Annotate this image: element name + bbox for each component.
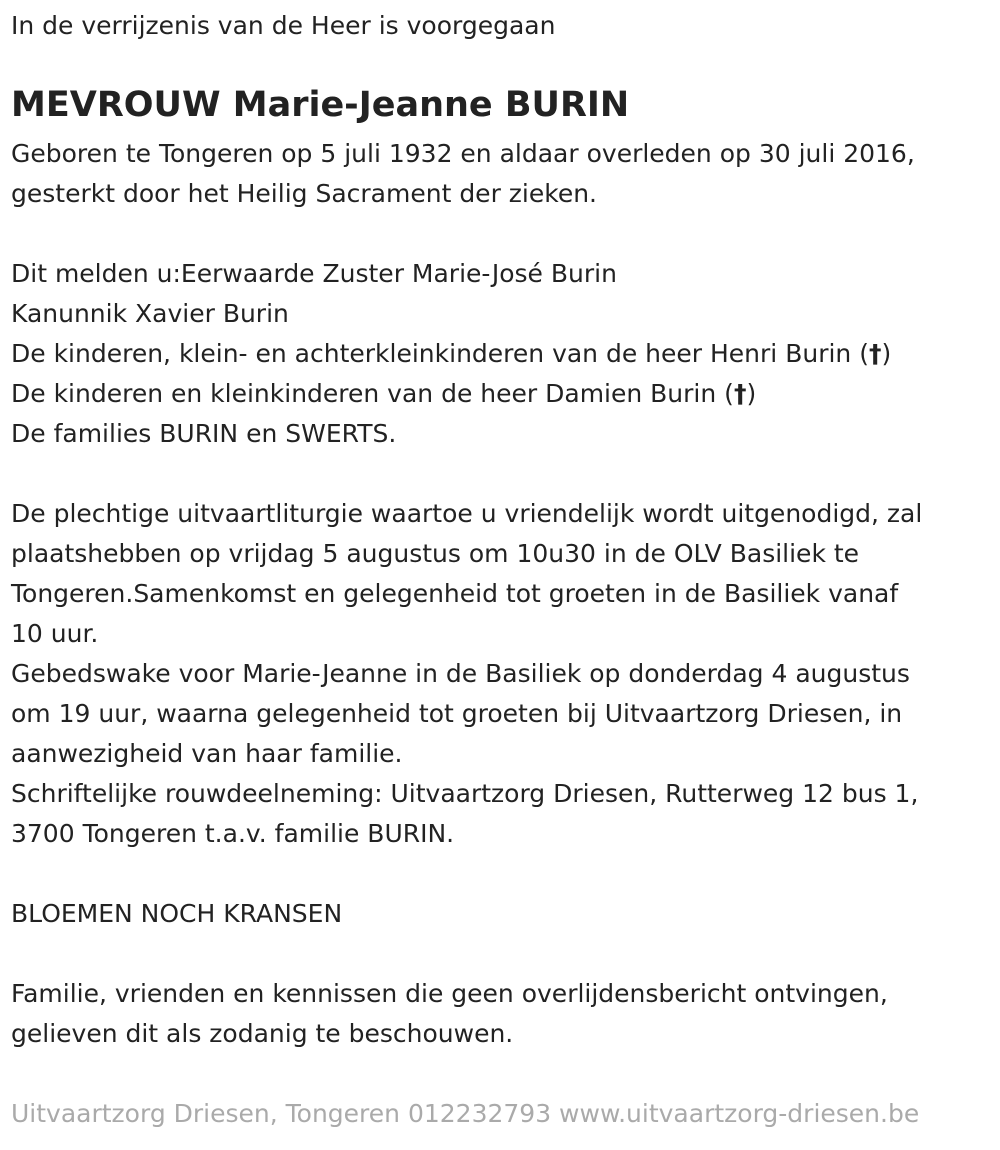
ceremony-line: plaatshebben op vrijdag 5 augustus om 10u30 in de OLV Basiliek te: [11, 539, 860, 568]
flowers-notice: BLOEMEN NOCH KRANSEN: [11, 899, 343, 928]
announcer-text: De kinderen en kleinkinderen van de heer Damien Burin (: [11, 379, 734, 408]
announcer-line: Dit melden u:Eerwaarde Zuster Marie-José Burin: [11, 259, 617, 288]
announcer-line: [11, 334, 891, 374]
ceremony-line: Tongeren.Samenkomst en gelegenheid tot groeten in de Basiliek vanaf: [11, 579, 899, 608]
birth-death-line: Geboren te Tongeren op 5 juli 1932 en aldaar overleden op 30 juli 2016,: [11, 139, 915, 168]
ceremony-line: 3700 Tongeren t.a.v. familie BURIN.: [11, 819, 455, 848]
ceremony-paragraph: [11, 494, 922, 854]
announcer-line: Kanunnik Xavier Burin: [11, 299, 289, 328]
announcer-text-end: ): [746, 379, 757, 408]
cross-icon: †: [868, 339, 882, 368]
announcer-line: [11, 374, 891, 414]
notice-line: Familie, vrienden en kennissen die geen overlijdensbericht ontvingen,: [11, 979, 888, 1008]
announcer-text-end: ): [881, 339, 892, 368]
deceased-name: MEVROUW Marie-Jeanne BURIN: [11, 85, 630, 125]
birth-death-line: gesterkt door het Heilig Sacrament der zieken.: [11, 179, 597, 208]
birth-death-paragraph: [11, 134, 915, 214]
ceremony-line: Schriftelijke rouwdeelneming: Uitvaartzorg Driesen, Rutterweg 12 bus 1,: [11, 779, 919, 808]
ceremony-line: aanwezigheid van haar familie.: [11, 739, 403, 768]
ceremony-line: De plechtige uitvaartliturgie waartoe u vriendelijk wordt uitgenodigd, zal: [11, 499, 923, 528]
ceremony-line: Gebedswake voor Marie-Jeanne in de Basiliek op donderdag 4 augustus: [11, 659, 910, 688]
announcer-text: De kinderen, klein- en achterkleinkinderen van de heer Henri Burin (: [11, 339, 869, 368]
announcers-paragraph: [11, 254, 891, 454]
funeral-home-footer: Uitvaartzorg Driesen, Tongeren 012232793 www.uitvaartzorg-driesen.be: [11, 1099, 920, 1128]
intro-line: In de verrijzenis van de Heer is voorgegaan: [11, 11, 556, 40]
cross-icon: †: [733, 379, 747, 408]
announcer-line: De families BURIN en SWERTS.: [11, 419, 397, 448]
ceremony-line: 10 uur.: [11, 619, 99, 648]
notice-line: gelieven dit als zodanig te beschouwen.: [11, 1019, 514, 1048]
notice-paragraph: [11, 974, 888, 1054]
ceremony-line: om 19 uur, waarna gelegenheid tot groeten bij Uitvaartzorg Driesen, in: [11, 699, 903, 728]
